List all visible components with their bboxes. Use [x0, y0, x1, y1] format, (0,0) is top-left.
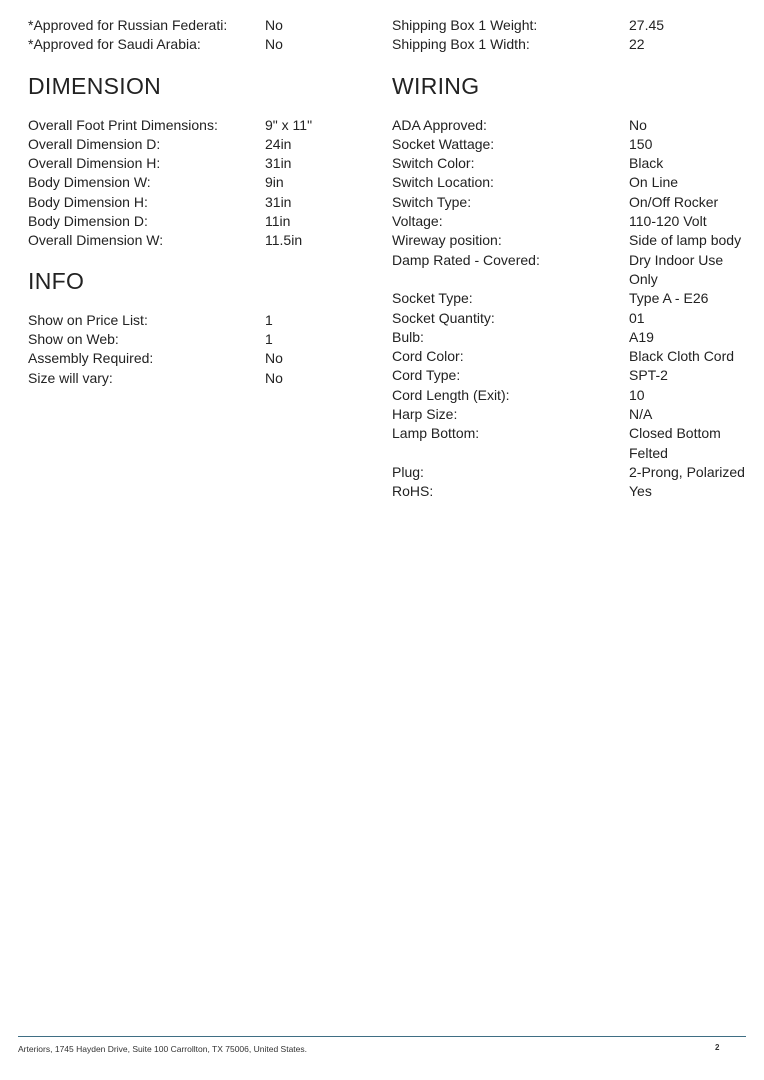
info-heading: INFO: [28, 267, 85, 294]
spec-value: 22: [629, 36, 645, 53]
wiring-heading: WIRING: [392, 72, 480, 99]
dimension-section: [28, 116, 358, 251]
spec-label: Switch Location:: [392, 174, 494, 191]
spec-label: Lamp Bottom:: [392, 425, 480, 442]
spec-value: No: [265, 17, 283, 33]
spec-row: [392, 251, 752, 290]
spec-value: Yes: [629, 483, 652, 500]
spec-value: Black: [629, 155, 664, 172]
spec-row: [28, 231, 358, 250]
spec-row: [392, 116, 752, 135]
spec-label: *Approved for Russian Federati:: [28, 17, 228, 33]
spec-value: No: [265, 36, 283, 53]
spec-value: Type A - E26: [629, 290, 709, 307]
spec-label: Socket Wattage:: [392, 135, 495, 152]
spec-label: Overall Foot Print Dimensions:: [28, 116, 218, 133]
spec-row: [28, 154, 358, 173]
spec-label: Overall Dimension H:: [28, 155, 161, 172]
spec-row: [392, 16, 752, 35]
spec-value: Closed Bottom Felted: [629, 425, 721, 461]
spec-value: Black Cloth Cord: [629, 348, 735, 365]
spec-value: Dry Indoor Use Only: [629, 251, 724, 287]
spec-label: Wireway position:: [392, 232, 502, 249]
spec-value: On Line: [629, 174, 679, 191]
spec-row: [392, 173, 752, 192]
page-number: 2: [715, 1043, 720, 1052]
spec-value: 1: [265, 311, 273, 328]
spec-label: Switch Type:: [392, 193, 472, 210]
spec-row: [28, 193, 358, 212]
spec-row: [28, 135, 358, 154]
spec-value: Side of lamp body: [629, 232, 742, 249]
dimension-heading: DIMENSION: [28, 72, 162, 99]
spec-label: Cord Type:: [392, 367, 461, 384]
spec-row: [392, 135, 752, 154]
spec-label: Show on Web:: [28, 330, 119, 347]
spec-value: 31in: [265, 193, 292, 210]
spec-value: N/A: [629, 406, 653, 423]
spec-label: Shipping Box 1 Weight:: [392, 17, 538, 33]
info-section: [28, 311, 358, 388]
left-column: [28, 16, 358, 388]
spec-row: [392, 212, 752, 231]
spec-value: No: [629, 116, 647, 133]
spec-label: Bulb:: [392, 328, 424, 345]
spec-value: 9in: [265, 174, 284, 191]
spec-value: 01: [629, 309, 645, 326]
spec-label: Size will vary:: [28, 369, 113, 386]
spec-row: [28, 369, 358, 388]
spec-row: [392, 463, 752, 482]
spec-label: Harp Size:: [392, 406, 458, 423]
spec-row: [28, 16, 358, 35]
spec-value: 11in: [265, 213, 291, 230]
spec-value: No: [265, 369, 283, 386]
footer-address: Arteriors, 1745 Hayden Drive, Suite 100 Carrollton, TX 75006, United States.: [18, 1044, 307, 1054]
spec-label: Overall Dimension D:: [28, 135, 161, 152]
spec-label: Socket Type:: [392, 290, 473, 307]
shipping-section: [392, 16, 752, 55]
spec-value: 2-Prong, Polarized: [629, 463, 745, 480]
spec-row: [392, 482, 752, 501]
right-column: [392, 16, 752, 502]
spec-row: [392, 231, 752, 250]
spec-row: [392, 35, 752, 54]
spec-row: [28, 173, 358, 192]
spec-value: A19: [629, 328, 654, 345]
spec-row: [28, 116, 358, 135]
spec-label: Cord Color:: [392, 348, 464, 365]
spec-label: Show on Price List:: [28, 311, 148, 328]
spec-row: [28, 311, 358, 330]
spec-row: [28, 212, 358, 231]
spec-row: [28, 330, 358, 349]
spec-row: [392, 193, 752, 212]
spec-value: 9" x 11": [265, 116, 313, 133]
spec-value: 10: [629, 386, 645, 403]
spec-row: [392, 386, 752, 405]
spec-value: No: [265, 350, 283, 367]
spec-label: Body Dimension D:: [28, 213, 148, 230]
spec-row: [28, 35, 358, 54]
footer-divider: [18, 1036, 746, 1037]
spec-label: Assembly Required:: [28, 350, 154, 367]
spec-label: Damp Rated - Covered:: [392, 251, 540, 268]
spec-value: 24in: [265, 135, 292, 152]
spec-label: Body Dimension H:: [28, 193, 148, 210]
spec-row: [392, 309, 752, 328]
wiring-section: [392, 116, 752, 502]
approvals-section: [28, 16, 358, 55]
spec-row: [28, 349, 358, 368]
spec-label: Shipping Box 1 Width:: [392, 36, 530, 53]
spec-label: Cord Length (Exit):: [392, 386, 510, 403]
spec-value: 1: [265, 330, 273, 347]
spec-value: 150: [629, 135, 653, 152]
spec-value: 110-120 Volt: [629, 213, 707, 230]
spec-label: Socket Quantity:: [392, 309, 495, 326]
spec-label: Plug:: [392, 463, 424, 480]
spec-value: 31in: [265, 155, 292, 172]
spec-row: [392, 366, 752, 385]
spec-label: *Approved for Saudi Arabia:: [28, 36, 201, 53]
spec-label: Overall Dimension W:: [28, 232, 164, 249]
spec-label: Switch Color:: [392, 155, 475, 172]
spec-value: SPT-2: [629, 367, 668, 384]
spec-label: Voltage:: [392, 213, 443, 230]
spec-row: [392, 405, 752, 424]
spec-row: [392, 424, 752, 463]
spec-row: [392, 328, 752, 347]
spec-value: 27.45: [629, 17, 665, 33]
spec-value: 11.5in: [265, 232, 303, 249]
spec-label: RoHS:: [392, 483, 434, 500]
spec-label: Body Dimension W:: [28, 174, 151, 191]
spec-row: [392, 154, 752, 173]
spec-value: On/Off Rocker: [629, 193, 719, 210]
spec-row: [392, 289, 752, 308]
spec-row: [392, 347, 752, 366]
spec-label: ADA Approved:: [392, 116, 487, 133]
